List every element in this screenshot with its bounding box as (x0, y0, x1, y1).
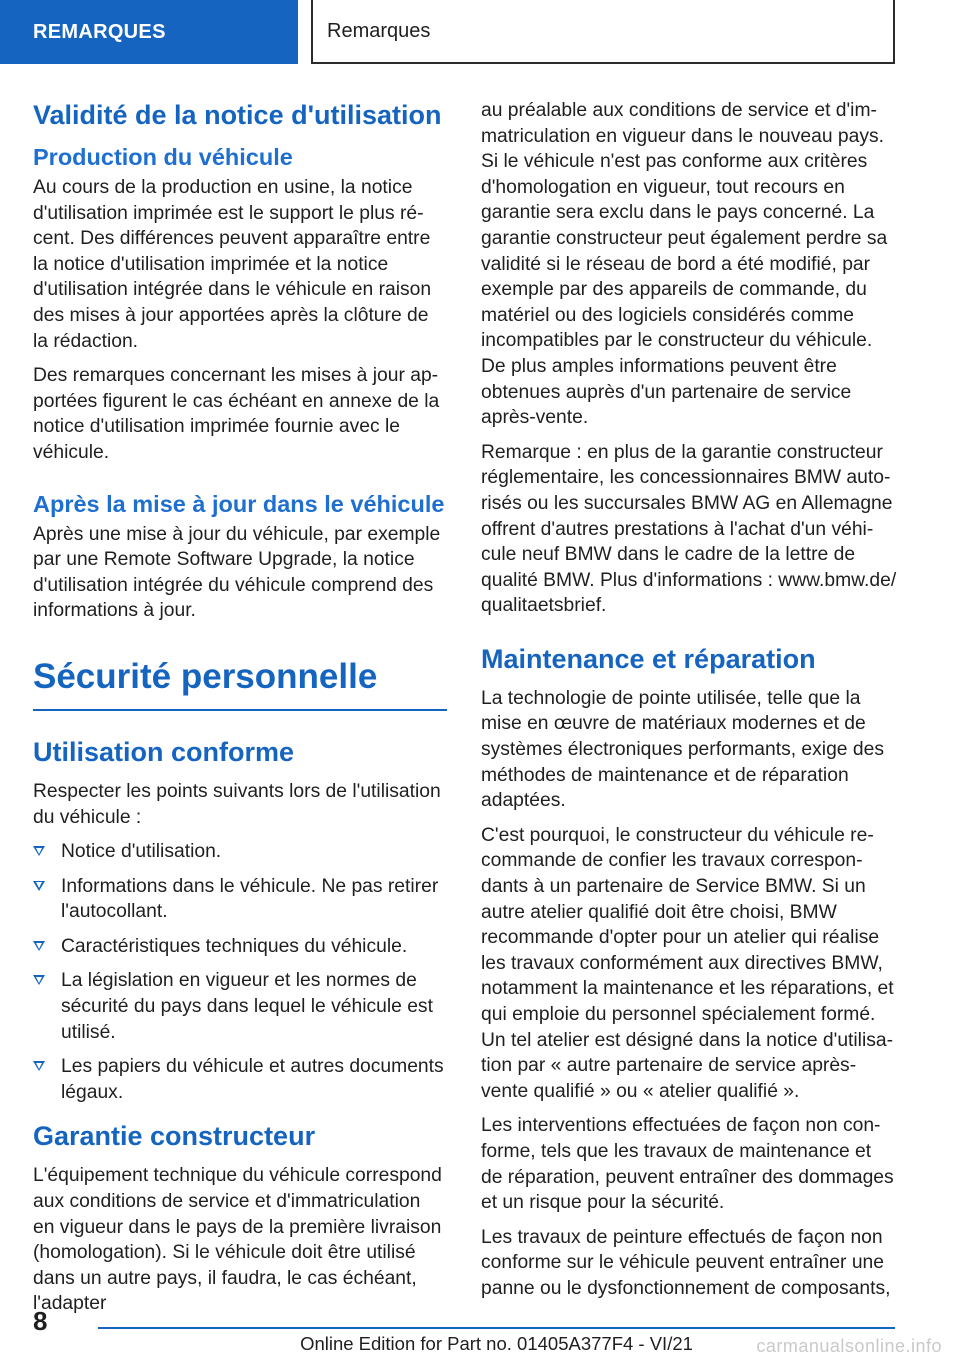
list-item-text: Informations dans le véhicule. Ne pas retirer l'autocollant. (61, 875, 439, 923)
heading-validity: Validité de la notice d'utilisation (33, 100, 442, 130)
list-item-text: Les papiers du véhicule et autres documents légaux. (61, 1056, 444, 1103)
heading-intended-use: Utilisation conforme (33, 736, 295, 767)
footer-edition: Online Edition for Part no. 01405A377F4 - VI/21 (300, 1333, 693, 1354)
paragraph-remark: Remarque : en plus de la garantie constructeur réglementaire, les concessionnaires BMW autorisés ou les succursales BMW AG en Allemagne offrent d'autres prestations à l'achat d'un véhicule neuf BMW dans le cadre de la lettre de qualité BMW. Plus d'informations : www.bmw.de/ qualitaetsbrief. (481, 441, 897, 617)
paragraph-after-update: Après une mise à jour du véhicule, par exemple par une Remote Software Upgrade, la notice d'utilisation intégrée du véhicule comprend des informations à jour. (33, 523, 441, 622)
heading-maintenance: Maintenance et réparation (481, 643, 816, 674)
left-column (33, 98, 447, 1326)
section-tab: REMARQUES (0, 0, 298, 64)
triangle-bullet-icon (33, 1061, 45, 1071)
paragraph-warranty: L'équipement technique du véhicule correspond aux conditions de service et d'immatriculation en vigueur dans le pays de la première livraison (homologation). Si le véhicule doit être utilisé dans un autre pays, il faudra, le cas échéant, l'adapter (33, 1165, 442, 1315)
paragraph-maintenance-1: La technologie de pointe utilisée, telle que la mise en œuvre de matériaux modernes et de systèmes électroniques performants, exige des méthodes de maintenance et de réparation adaptées. (481, 687, 884, 812)
right-column (481, 98, 897, 1311)
paragraph-production-2: Des remarques concernant les mises à jour apportées figurent le cas échéant en annexe de la notice d'utilisation imprimée fournie avec le véhicule. (33, 365, 440, 463)
footer-divider (98, 1327, 895, 1329)
heading-warranty: Garantie constructeur (33, 1121, 316, 1152)
paragraph-warranty-continued: au préalable aux conditions de service et d'immatriculation en vigueur dans le nouveau pays. Si le véhicule n'est pas conforme aux critères d'homologation en vigueur, tout recours en garantie sera exclu dans le pays concerné. La garantie constructeur peut également perdre sa validité si le réseau de bord a été modifié, par exemple par des appareils de commande, du matériel ou des logiciels considérés comme incompatibles par le constructeur du véhicule. De plus amples informations peuvent être obtenues auprès d'un partenaire de service après-vente. (481, 100, 888, 429)
paragraph-use-intro: Respecter les points suivants lors de l'utilisation du véhicule : (33, 780, 441, 828)
heading-after-update: Après la mise à jour dans le véhicule (33, 490, 445, 517)
paragraph-maintenance-3: Les interventions effectuées de façon non conforme, tels que les travaux de maintenance et de réparation, peuvent entraîner des dommages et un risque pour la sécurité. (481, 1115, 894, 1214)
paragraph-maintenance-2: C'est pourquoi, le constructeur du véhicule recommande de confier les travaux correspondants à un partenaire de Service BMW. Si un autre atelier qualifié doit être choisi, BMW recommande d'opter pour un atelier qui réalise les travaux conformément aux directives BMW, notamment la maintenance et les réparations, et qui emploie du personnel spécialement formé. Un tel atelier est désigné dans la notice d'utilisation par « autre partenaire de service après-vente qualifié » ou « atelier qualifié ». (481, 824, 894, 1102)
list-item (33, 839, 447, 865)
list-item-text: Caractéristiques techniques du véhicule. (61, 935, 408, 957)
heading-production: Production du véhicule (33, 144, 293, 170)
page-number: 8 (33, 1306, 48, 1336)
triangle-bullet-icon (33, 941, 45, 951)
section-title: Remarques (311, 0, 895, 64)
watermark: carmanualsonline.info (756, 1336, 942, 1356)
triangle-bullet-icon (33, 846, 45, 856)
list-item-text: Notice d'utilisation. (61, 841, 222, 863)
list-item (33, 968, 447, 1045)
list-item (33, 874, 447, 925)
list-item (33, 934, 447, 960)
triangle-bullet-icon (33, 881, 45, 891)
list-item (33, 1054, 447, 1105)
triangle-bullet-icon (33, 975, 45, 985)
use-requirements-list (33, 839, 447, 1105)
paragraph-production-1: Au cours de la production en usine, la notice d'utilisation imprimée est le support le plus récent. Des différences peuvent apparaître entre la notice d'utilisation imprimée et la notice d'utilisation intégrée dans le véhicule en raison des mises à jour apportées après la clôture de la rédaction. (33, 177, 432, 352)
heading-personal-security: Sécurité personnelle (33, 655, 447, 711)
list-item-text: La législation en vigueur et les normes de sécurité du pays dans lequel le véhicule est utilisé. (61, 970, 433, 1043)
paragraph-maintenance-4: Les travaux de peinture effectués de façon non conforme sur le véhicule peuvent entraîner une panne ou le dysfonctionnement de composants, (481, 1226, 891, 1299)
